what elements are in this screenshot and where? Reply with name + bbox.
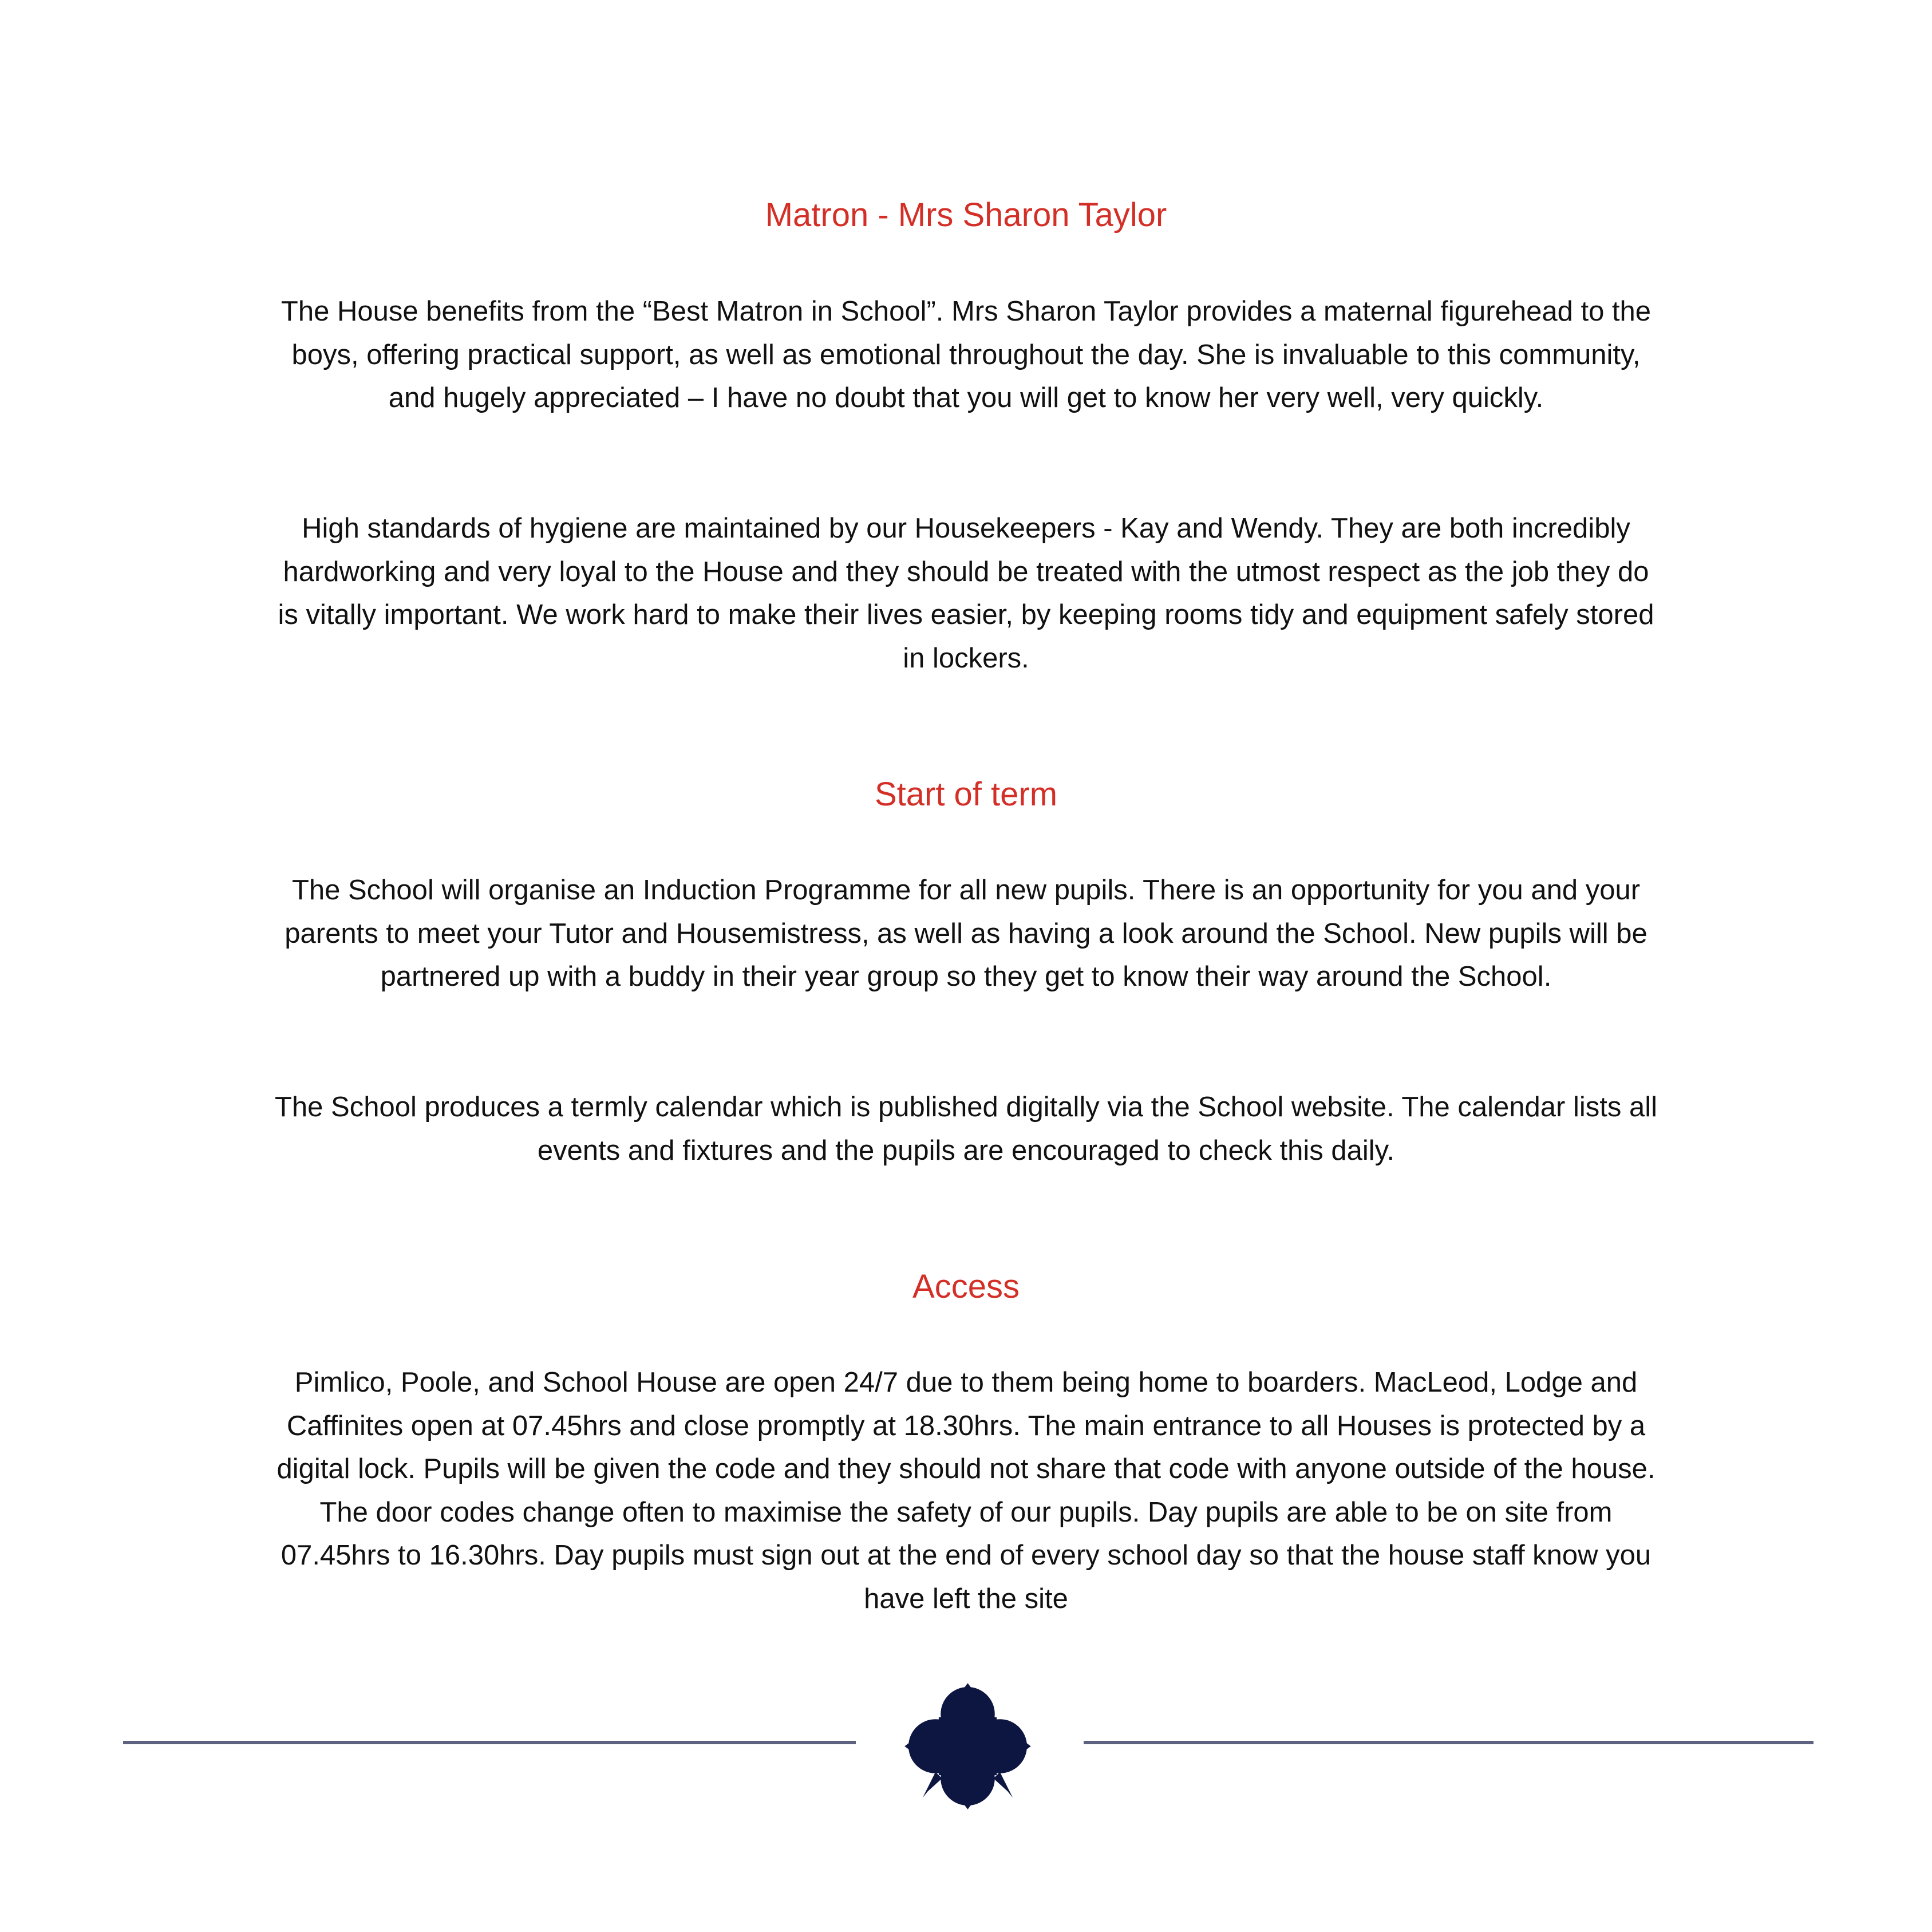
quatrefoil-icon <box>903 1682 1032 1811</box>
section-heading-access: Access <box>912 1268 1020 1305</box>
section-paragraph-access-1: Pimlico, Poole, and School House are open 24/7 due to them being home to boarders. MacLeod, Lodge and Caffinites open at 07.45hrs and close promptly at 18.30hrs. The main entrance to all Houses is protected by a digital lock. Pupils will be given the code and they should not share that code with anyone outside of the house. The door codes change often to maximise the safety of our pupils. Day pupils are able to be on site from 07.45hrs to 16.30hrs. Day pupils must sign out at the end of every school day so that the house staff know you have left the site <box>276 1367 1656 1614</box>
section-heading-start-of-term: Start of term <box>874 776 1058 813</box>
section-paragraph-start-of-term-2: The School produces a termly calendar which is published digitally via the School website. The calendar lists all events and fixtures and the pupils are encouraged to check this daily. <box>275 1092 1657 1166</box>
footer-rule-right <box>1084 1741 1814 1744</box>
section-paragraph-matron-2: High standards of hygiene are maintained by our Housekeepers - Kay and Wendy. They are both incredibly hardworking and very loyal to the House and they should be treated with the utmost respect as the job they do is vitally important. We work hard to make their lives easier, by keeping rooms tidy and equipment safely stored in lockers. <box>278 513 1654 674</box>
footer-rule-left <box>123 1741 856 1744</box>
section-paragraph-start-of-term-1: The School will organise an Induction Programme for all new pupils. There is an opportunity for you and your parents to meet your Tutor and Housemistress, as well as having a look around the School. New pupils will be partnered up with a buddy in their year group so they get to know their way around the School. <box>285 875 1647 992</box>
section-paragraph-matron-1: The House benefits from the “Best Matron in School”. Mrs Sharon Taylor provides a maternal figurehead to the boys, offering practical support, as well as emotional throughout the day. She is invaluable to this community, and hugely appreciated – I have no doubt that you will get to know her very well, very quickly. <box>280 296 1652 413</box>
section-heading-matron: Matron - Mrs Sharon Taylor <box>765 196 1167 234</box>
